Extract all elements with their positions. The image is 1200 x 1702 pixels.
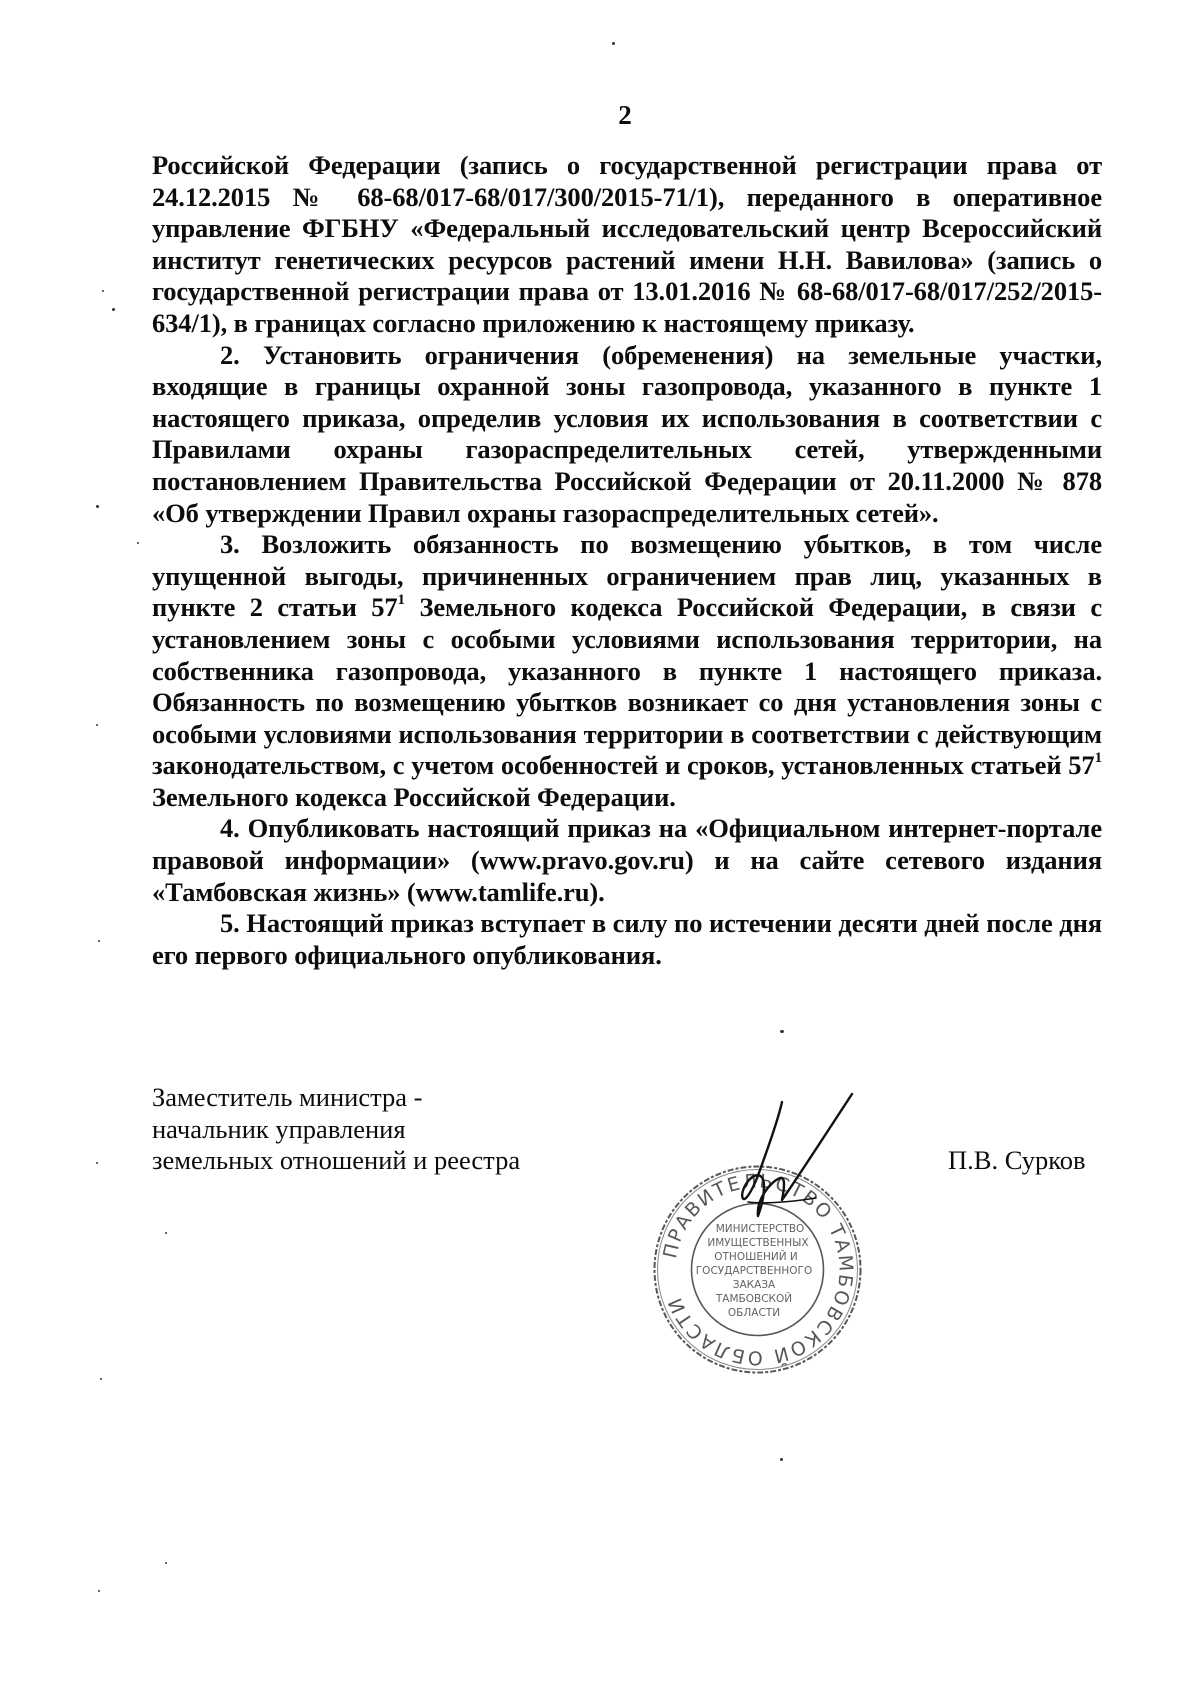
handwritten-signature	[720, 1090, 860, 1240]
scan-speck	[102, 290, 104, 292]
stamp-line-6: ТАМБОВСКОЙ	[715, 1293, 793, 1305]
stamp-line-2: ИМУЩЕСТВЕННЫХ	[707, 1237, 809, 1249]
superscript-2: 1	[1094, 750, 1102, 767]
paragraph-4: 4. Опубликовать настоящий приказ на «Официальном интернет-портале правовой информации» (www.pravo.gov.ru) и на сайте сетевого издания «Тамбовская жизнь» (www.tamlife.ru).	[152, 813, 1102, 907]
scan-speck	[96, 505, 99, 508]
scan-speck	[96, 724, 98, 726]
paragraph-3	[152, 529, 1102, 813]
paragraph-3-part-1: 3. Возложить обязанность по возмещению убытков, в том числе упущенной выгоды, причиненных ограничением прав лиц, указанных в пункте 2 статьи 57	[152, 529, 1102, 623]
document-body	[152, 150, 1102, 971]
signature-stroke	[742, 1094, 852, 1216]
paragraph-1-continuation: Российской Федерации (запись о государственной регистрации права от 24.12.2015 № 68-68/017-68/017/300/2015-71/1), переданного в оперативное управление ФГБНУ «Федеральный исследовательский центр Всероссийский институт генетических ресурсов растений имени Н.Н. Вавилова» (запись о государственной регистрации права от 13.01.2016 № 68-68/017-68/017/252/2015-634/1), в границах согласно приложению к настоящему приказу.	[152, 150, 1102, 338]
paragraph-5: 5. Настоящий приказ вступает в силу по истечении десяти дней после дня его первого официального опубликования.	[152, 908, 1102, 970]
paragraph-2: 2. Установить ограничения (обременения) на земельные участки, входящие в границы охранной зоны газопровода, указанного в пункте 1 настоящего приказа, определив условия их использования в соответствии с Правилами охраны газораспределительных сетей, утвержденными постановлением Правительства Российской Федерации от 20.11.2000 № 878 «Об утверждении Правил охраны газораспределительных сетей».	[152, 339, 1102, 528]
paragraph-3-part-3: Земельного кодекса Российской Федерации.	[152, 781, 676, 812]
scan-speck	[112, 308, 115, 311]
stamp-line-5: ЗАКАЗА	[732, 1279, 776, 1291]
superscript-1: 1	[397, 592, 405, 609]
position-line-3: земельных отношений и реестра	[152, 1145, 521, 1175]
stamp-line-3: ОТНОШЕНИЙ И	[714, 1251, 798, 1263]
paragraph-3-part-2: Земельного кодекса Российской Федерации, в связи с установлением зоны с особыми условиями использования территории, на собственника газопровода, указанного в пункте 1 настоящего приказа. Обязанность по возмещению убытков возникает со дня установления зоны с особыми условиями использования территории в соответствии с действующим законодательством, с учетом особенностей и сроков, установленных статьей 57	[152, 592, 1102, 781]
scan-speck	[612, 42, 615, 45]
scan-speck	[98, 940, 100, 942]
scan-speck	[137, 542, 139, 544]
stamp-outer-text-path: ПРАВИТЕЛЬСТВО ТАМБОВСКОЙ ОБЛАСТИ	[659, 1170, 857, 1369]
page-number: 2	[618, 100, 632, 130]
signer-name: П.В. Сурков	[948, 1145, 1086, 1175]
stamp-line-7: ОБЛАСТИ	[727, 1307, 781, 1319]
scan-speck	[98, 1590, 100, 1592]
stamp-line-4: ГОСУДАРСТВЕННОГО	[695, 1265, 813, 1277]
scan-speck	[96, 1162, 98, 1164]
position-line-1: Заместитель министра -	[152, 1082, 423, 1112]
signatory-position	[152, 1082, 520, 1177]
stamp-line-1: МИНИСТЕРСТВО	[715, 1223, 805, 1235]
scan-speck	[165, 1232, 167, 1234]
scan-speck	[780, 1030, 784, 1033]
scan-speck	[780, 1458, 783, 1461]
position-line-2: начальник управления	[152, 1113, 406, 1144]
scan-speck	[165, 1562, 167, 1564]
scan-speck	[100, 1378, 102, 1380]
